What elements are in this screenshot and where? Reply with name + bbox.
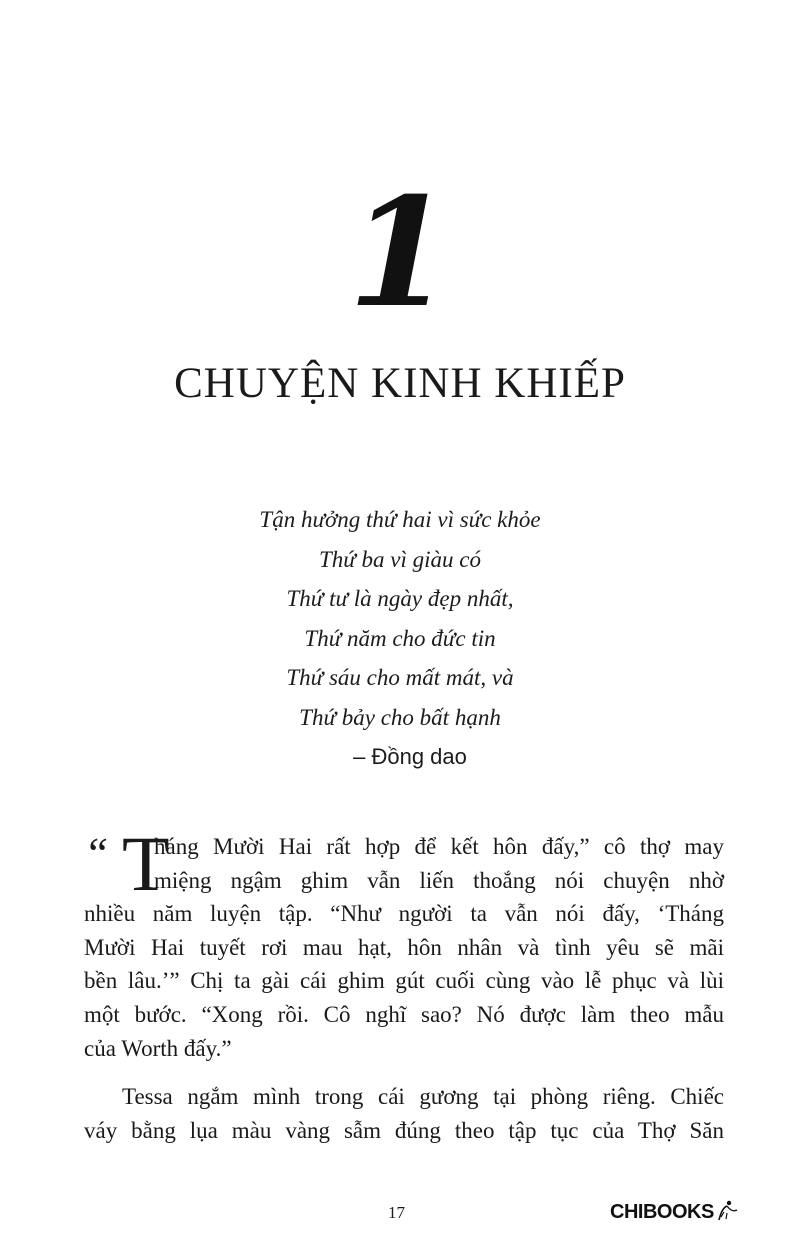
dropcap-indented-lines — [84, 820, 724, 907]
epigraph-source: – Đồng dao — [353, 744, 467, 769]
epigraph-line: Thứ tư là ngày đẹp nhất, — [286, 586, 514, 611]
paragraph-line: của Worth đấy.” — [84, 1035, 232, 1061]
publisher-logo — [610, 1198, 741, 1224]
dropcap-letter: T — [122, 820, 170, 907]
body-text — [84, 820, 724, 1147]
paragraph-2 — [84, 1080, 724, 1147]
epigraph-line: Tận hưởng thứ hai vì sức khỏe — [259, 507, 541, 532]
paragraph-line: váy bằng lụa màu vàng sẫm đúng theo tập tục của Thợ Săn — [84, 1117, 724, 1143]
chapter-title: CHUYỆN KINH KHIẾP — [174, 360, 626, 407]
page-number: 17 — [388, 1203, 405, 1222]
paragraph-line: miệng ngậm ghim vẫn liến thoắng nói chuyện nhờ — [154, 867, 724, 893]
publisher-logo-text: CHIBOOKS — [610, 1201, 714, 1223]
paragraph-line: háng Mười Hai rất hợp để kết hôn đấy,” cô thợ may — [154, 834, 724, 859]
paragraph-1 — [84, 820, 724, 1065]
epigraph-line: Thứ sáu cho mất mát, và — [286, 665, 514, 690]
dropcap-quote: “ — [84, 829, 109, 878]
epigraph-line: Thứ năm cho đức tin — [304, 625, 496, 651]
epigraph-line: Thứ ba vì giàu có — [318, 546, 482, 572]
paragraph-line: bền lâu.’” Chị ta gài cái ghim gút cuối cùng vào lễ phục và lùi — [84, 968, 724, 994]
paragraph-line: nhiều năm luyện tập. “Như người ta vẫn nói đấy, ‘Tháng — [84, 901, 724, 927]
epigraph — [0, 500, 800, 777]
book-figure-icon — [715, 1198, 741, 1224]
epigraph-line: Thứ bảy cho bất hạnh — [299, 704, 501, 730]
paragraph-line: Tessa ngắm mình trong cái gương tại phòng riêng. Chiếc — [122, 1084, 724, 1110]
chapter-number: 1 — [347, 165, 453, 341]
paragraph-line: Mười Hai tuyết rơi mau hạt, hôn nhân và tình yêu sẽ mãi — [84, 934, 724, 960]
paragraph-line: một bước. “Xong rồi. Cô nghĩ sao? Nó được làm theo mẫu — [84, 1001, 724, 1027]
